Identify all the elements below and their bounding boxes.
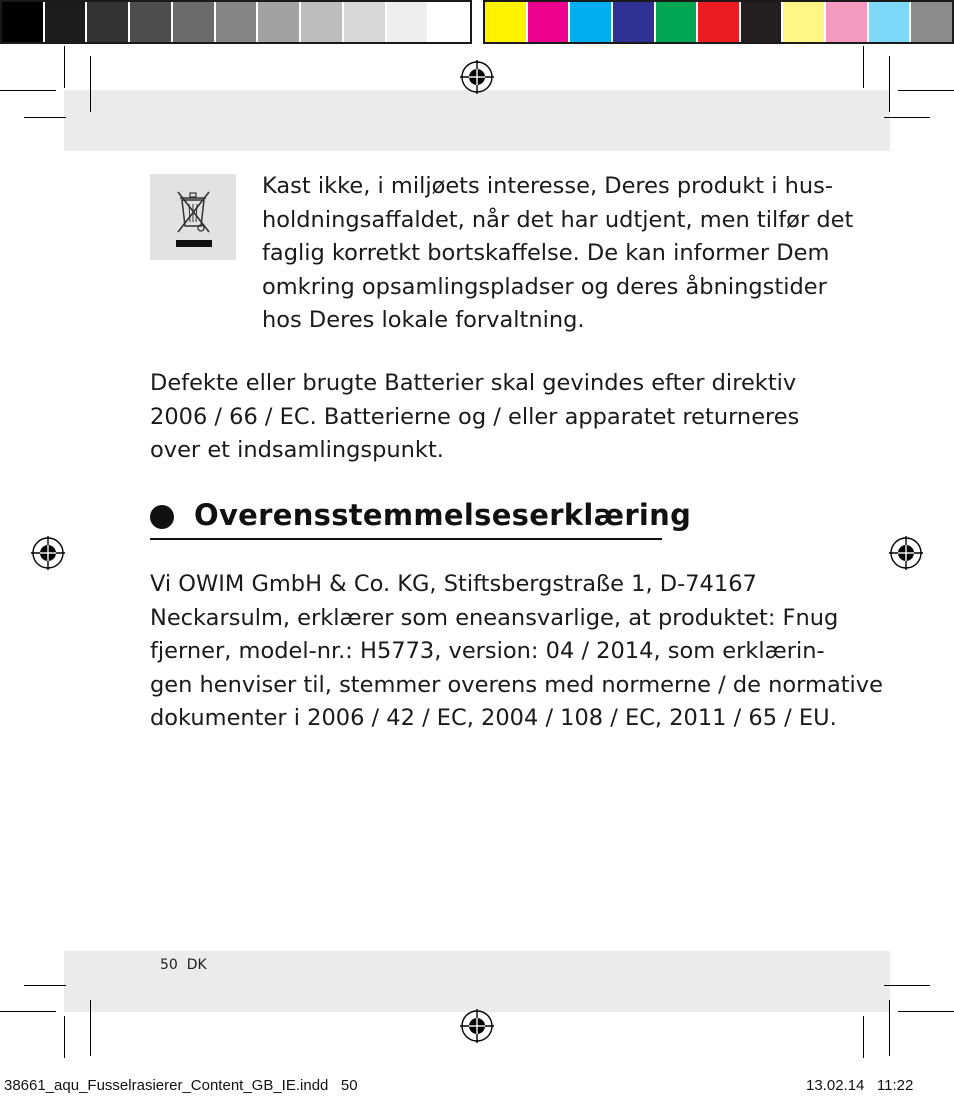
color-swatch [698,2,739,42]
color-swatch [869,2,910,42]
registration-mark-bottom-icon [460,1009,494,1043]
color-swatch [656,2,697,42]
color-swatch [429,2,470,42]
header-band [64,90,890,151]
color-swatch [485,2,526,42]
text-line: over et indsamlingspunkt. [150,437,444,463]
color-swatch [216,2,257,42]
text-line: gen henviser til, stemmer overens med normerne / de normative [150,671,883,698]
color-swatch [45,2,86,42]
color-swatch [130,2,171,42]
registration-mark-right-icon [889,536,923,570]
page-number: 50 DK [160,957,207,973]
text-line: Vi OWIM GmbH & Co. KG, Stiftsbergstraße 1, D-74167 [150,571,757,597]
color-swatch [87,2,128,42]
text-line: Kast ikke, i miljøets interesse, Deres produkt i hus- [262,173,834,199]
color-swatch [570,2,611,42]
battery-paragraph [150,367,799,468]
color-swatch [783,2,824,42]
text-line: faglig korretkt bortskaffelse. De kan informer Dem [262,240,830,266]
crossed-out-wheelie-bin-icon [150,174,236,260]
text-line: dokumenter i 2006 / 42 / EC, 2004 / 108 / EC, 2011 / 65 / EU. [150,705,837,731]
heading-underline [150,538,662,540]
color-swatch [301,2,342,42]
color-swatch [344,2,385,42]
color-swatch [387,2,428,42]
color-swatch [911,2,952,42]
text-line: 2006 / 66 / EC. Batterierne og / eller apparatet returneres [150,403,800,430]
registration-mark-left-icon [31,536,65,570]
text-line: omkring opsamlingspladser og deres åbningstider [262,273,827,300]
text-line: fjerner, model-nr.: H5773, version: 04 / 2014, som erklærin- [150,638,825,664]
color-swatch [173,2,214,42]
section-heading: Overensstemmelseserklæring [194,498,692,532]
slug-timestamp: 13.02.14 11:22 [806,1077,914,1094]
registration-mark-top-icon [460,60,494,94]
color-swatch [613,2,654,42]
color-swatch [826,2,867,42]
declaration-paragraph [150,568,883,736]
heading-bullet-icon [150,505,174,529]
weee-icon-box [150,174,236,260]
color-swatch [741,2,782,42]
slug-filename: 38661_aqu_Fusselrasierer_Content_GB_IE.indd 50 [4,1077,358,1094]
color-swatch [528,2,569,42]
disposal-paragraph [262,170,853,338]
text-line: Defekte eller brugte Batterier skal gevindes efter direktiv [150,370,797,396]
color-swatch [2,2,43,42]
text-line: holdningsaffaldet, når det har udtjent, men tilfør det [262,206,854,233]
text-line: hos Deres lokale forvaltning. [262,307,585,333]
text-line: Neckarsulm, erklærer som eneansvarlige, at produktet: Fnug [150,604,839,631]
color-swatch [258,2,299,42]
